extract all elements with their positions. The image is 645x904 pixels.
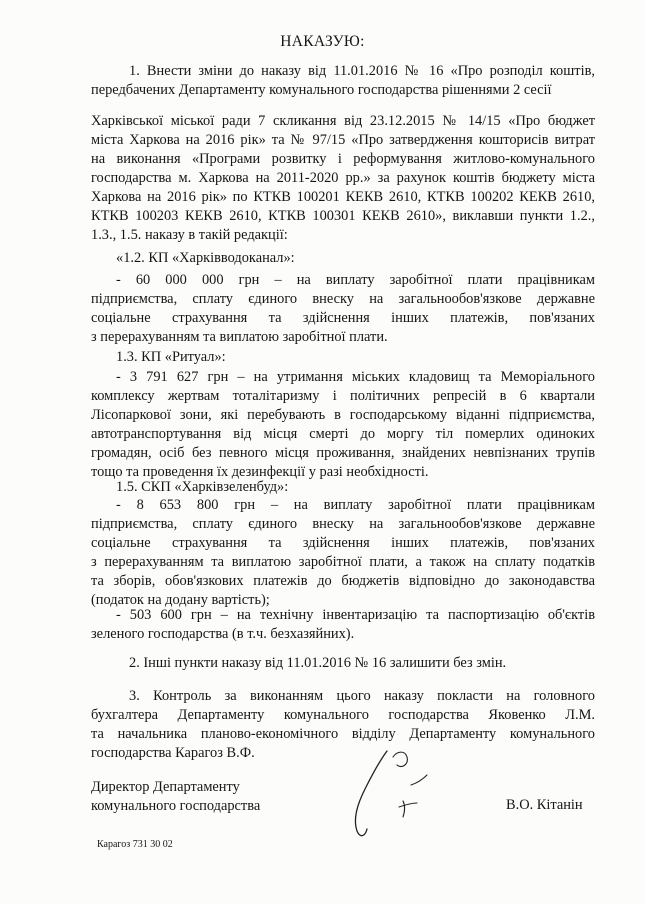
item-1-paragraph [91, 62, 595, 100]
text-line: та зборів, обов'язкових платежів до бюджетів відповідно до законодавства [91, 573, 595, 589]
section-1-2-body [91, 271, 595, 347]
text-line: міста Харкова на 2016 рік» та № 97/15 «Про затвердження кошторисів витрат [91, 132, 595, 148]
text-line: з перерахуванням та виплатою заробітної плати. [91, 329, 388, 345]
section-heading: «1.2. КП «Харківводоканал»: [116, 250, 295, 266]
handwritten-signature [325, 745, 445, 845]
item-2-paragraph [91, 654, 595, 673]
text-line: зеленого господарства (в т.ч. безхазяйних). [91, 626, 355, 642]
text-line: Лісопаркової зони, які перебувають в господарському віданні підприємства, [91, 407, 595, 423]
section-heading: 1.5. СКП «Харківзеленбуд»: [116, 479, 289, 495]
text-line: громадян, осіб без певного місця проживання, знайдених невпізнаних трупів [91, 445, 595, 461]
section-1-2 [91, 249, 595, 268]
signatory-name: В.О. Кітанін [506, 797, 583, 813]
text-line: та начальника планово-економічного відділу Департаменту комунального [91, 726, 595, 742]
section-1-3-body [91, 368, 595, 482]
text-line: (податок на додану вартість); [91, 592, 270, 608]
text-line: соціальне страхування та здійснення інших платежів, пов'язаних [91, 535, 595, 551]
text-line: Харкова на 2016 рік» по КТКВ 100201 КЕКВ 2610, КТКВ 100202 КЕКВ 2610, [91, 189, 595, 205]
text-line: на виконання «Програми розвитку і реформування житлово-комунального [91, 151, 595, 167]
text-line: підприємства, сплату єдиного внеску на загальнообов'язкове державне [91, 291, 595, 307]
text-line: 2. Інші пункти наказу від 11.01.2016 № 16 залишити без змін. [129, 655, 507, 671]
section-1-5-body-2 [91, 606, 595, 644]
text-line: - 8 653 800 грн – на виплату заробітної плати працівникам [116, 497, 595, 513]
text-line: автотранспортування від місця смерті до моргу тіл померлих одиноких [91, 426, 595, 442]
executor-footer: Карагоз 731 30 02 [97, 839, 173, 850]
text-line: господарства Карагоз В.Ф. [91, 745, 255, 761]
text-line: 1.3., 1.5. наказу в такій редакції: [91, 227, 288, 243]
text-line: соціальне страхування та здійснення інших платежів, пов'язаних [91, 310, 595, 326]
section-1-3 [91, 348, 595, 367]
text-line: з перерахуванням та виплатою заробітної плати, а також на сплату податків [91, 554, 595, 570]
text-line: - 503 600 грн – на технічну інвентаризацію та паспортизацію об'єктів [116, 607, 595, 623]
text-line: - 3 791 627 грн – на утримання міських кладовищ та Меморіального [116, 369, 595, 385]
text-line: комплексу жертвам тоталітаризму і політичних репресій в 6 квартали [91, 388, 595, 404]
position-line: комунального господарства [91, 798, 261, 814]
text-line: бухгалтера Департаменту комунального господарства Яковенко Л.М. [91, 707, 595, 723]
section-1-5-body [91, 496, 595, 610]
text-line: 1. Внести зміни до наказу від 11.01.2016 № 16 «Про розподіл коштів, [129, 63, 595, 79]
section-heading: 1.3. КП «Ритуал»: [116, 349, 226, 365]
item-1-paragraph-cont [91, 112, 595, 245]
text-line: тощо та проведення їх дезинфекції у разі необхідності. [91, 464, 429, 480]
text-line: КТКВ 100203 КЕКВ 2610, КТКВ 100301 КЕКВ 2610», виклавши пункти 1.2., [91, 208, 595, 224]
order-heading: НАКАЗУЮ: [280, 33, 365, 50]
text-line: 3. Контроль за виконанням цього наказу покласти на головного [129, 688, 595, 704]
signatory-position [91, 778, 260, 816]
text-line: підприємства, сплату єдиного внеску на загальнообов'язкове державне [91, 516, 595, 532]
text-line: Харківської міської ради 7 скликання від 23.12.2015 № 14/15 «Про бюджет [91, 113, 595, 129]
text-line: - 60 000 000 грн – на виплату заробітної плати працівникам [116, 272, 595, 288]
text-line: передбачених Департаменту комунального господарства рішеннями 2 сесії [91, 82, 552, 98]
section-1-5 [91, 478, 595, 497]
text-line: господарства м. Харкова на 2011-2020 рр.» за рахунок коштів бюджету міста [91, 170, 595, 186]
position-line: Директор Департаменту [91, 779, 240, 795]
